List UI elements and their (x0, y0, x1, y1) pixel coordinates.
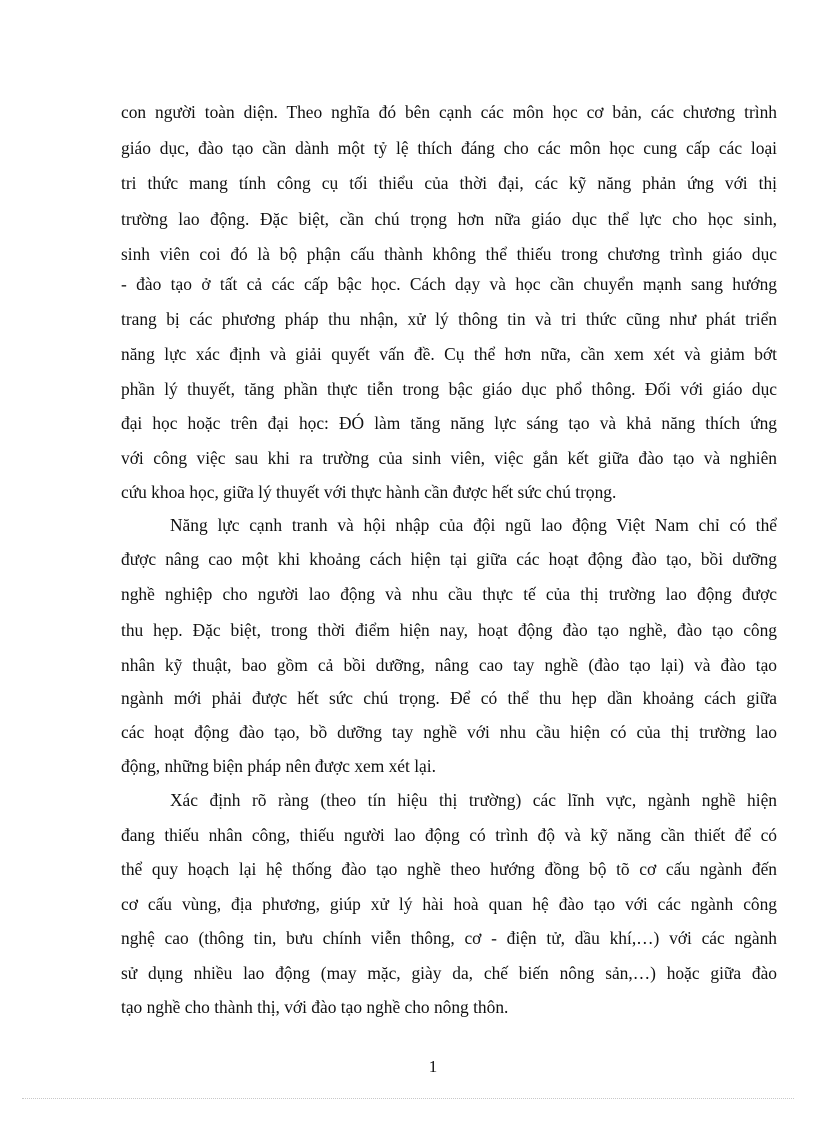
paragraph-2-line: Năng lực cạnh tranh và hội nhập của đội ngũ lao động Việt Nam chỉ có thể (170, 515, 777, 535)
paragraph-3-line: Xác định rõ ràng (theo tín hiệu thị trường) các lĩnh vực, ngành nghề hiện (170, 790, 777, 810)
paragraph-1-line: với công việc sau khi ra trường của sinh viên, việc gắn kết giữa đào tạo và nghiên (121, 448, 777, 468)
paragraph-3-line: sử dụng nhiều lao động (may mặc, giày da, chế biến nông sản,…) hoặc giữa đào (121, 963, 777, 983)
paragraph-1-line: trang bị các phương pháp thu nhận, xử lý thông tin và tri thức cũng như phát triển (121, 309, 777, 329)
paragraph-2-line: thu hẹp. Đặc biệt, trong thời điểm hiện nay, hoạt động đào tạo nghề, đào tạo công (121, 620, 777, 640)
paragraph-3-line: cơ cấu vùng, địa phương, giúp xử lý hài hoà quan hệ đào tạo với các ngành công (121, 894, 777, 914)
paragraph-1-line: giáo dục, đào tạo cần dành một tỷ lệ thích đáng cho các môn học cung cấp các loại (121, 138, 777, 158)
footer-divider (22, 1098, 794, 1099)
paragraph-3-line: đang thiếu nhân công, thiếu người lao động có trình độ và kỹ năng cần thiết để có (121, 825, 777, 845)
paragraph-1-line: năng lực xác định và giải quyết vấn đề. Cụ thể hơn nữa, cần xem xét và giảm bớt (121, 344, 777, 364)
paragraph-1-line: sinh viên coi đó là bộ phận cấu thành không thể thiếu trong chương trình giáo dục (121, 244, 777, 264)
paragraph-2-line: động, những biện pháp nên được xem xét lại. (121, 756, 436, 776)
paragraph-1-line: trường lao động. Đặc biệt, cần chú trọng hơn nữa giáo dục thể lực cho học sinh, (121, 209, 777, 229)
paragraph-1-line: - đào tạo ở tất cả các cấp bậc học. Cách dạy và học cần chuyển mạnh sang hướng (121, 274, 777, 294)
paragraph-1-line: tri thức mang tính công cụ tối thiểu của thời đại, các kỹ năng phản ứng với thị (121, 173, 777, 193)
paragraph-1-line: đại học hoặc trên đại học: ĐÓ làm tăng năng lực sáng tạo và khả năng thích ứng (121, 413, 777, 433)
paragraph-2-line: nhân kỹ thuật, bao gồm cả bồi dưỡng, nâng cao tay nghề (đào tạo lại) và đào tạo (121, 655, 777, 675)
paragraph-1-line: con người toàn diện. Theo nghĩa đó bên cạnh các môn học cơ bản, các chương trình (121, 102, 777, 122)
paragraph-2-line: nghề nghiệp cho người lao động và nhu cầu thực tế của thị trường lao động được (121, 584, 777, 604)
paragraph-1-line: phần lý thuyết, tăng phần thực tiễn trong bậc giáo dục phổ thông. Đối với giáo dục (121, 379, 777, 399)
paragraph-2-line: các hoạt động đào tạo, bồ dưỡng tay nghề với nhu cầu hiện có của thị trường lao (121, 722, 777, 742)
paragraph-3-line: tạo nghề cho thành thị, với đào tạo nghề cho nông thôn. (121, 997, 509, 1017)
page-number: 1 (428, 1057, 438, 1076)
paragraph-2-line: được nâng cao một khi khoảng cách hiện tại giữa các hoạt động đào tạo, bồi dưỡng (121, 549, 777, 569)
paragraph-1-line: cứu khoa học, giữa lý thuyết với thực hành cần được hết sức chú trọng. (121, 482, 617, 502)
paragraph-2-line: ngành mới phải được hết sức chú trọng. Để có thể thu hẹp dần khoảng cách giữa (121, 688, 777, 708)
paragraph-3-line: thể quy hoạch lại hệ thống đào tạo nghề theo hướng đồng bộ tõ cơ cấu ngành đến (121, 859, 777, 879)
paragraph-3-line: nghệ cao (thông tin, bưu chính viễn thông, cơ - điện tử, dầu khí,…) với các ngành (121, 928, 777, 948)
